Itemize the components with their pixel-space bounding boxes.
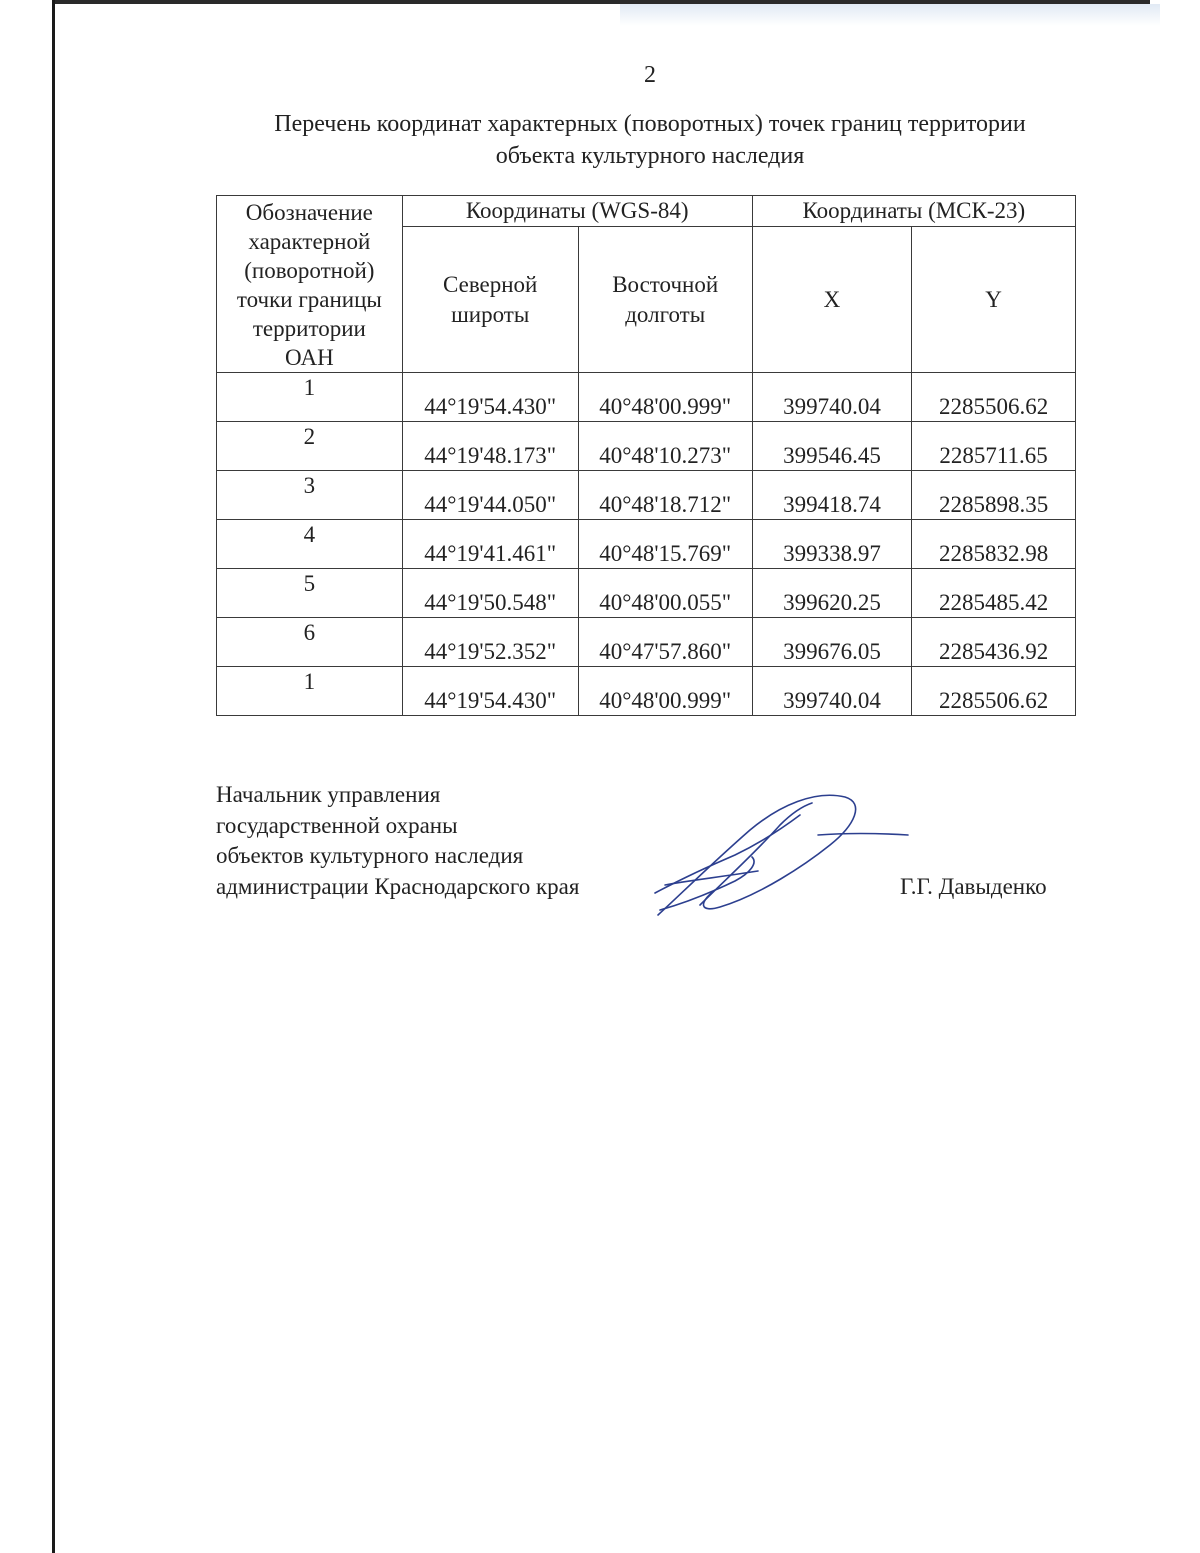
signature-stroke [818, 834, 908, 836]
cell-longitude: 40°48'18.712" [578, 471, 752, 520]
cell-y: 2285711.65 [912, 422, 1076, 471]
header-msk23-group: Координаты (МСК-23) [752, 196, 1075, 227]
header-point-line: ОАН [285, 345, 334, 370]
table-row [217, 667, 1076, 716]
cell-x: 399740.04 [752, 667, 912, 716]
cell-latitude: 44°19'44.050" [402, 471, 578, 520]
header-wgs84-group: Координаты (WGS-84) [402, 196, 752, 227]
header-point-line: точки границы [236, 287, 382, 312]
signature-stroke [665, 871, 758, 885]
cell-latitude: 44°19'48.173" [402, 422, 578, 471]
table-row [217, 569, 1076, 618]
document-title [200, 108, 1100, 172]
header-latitude [402, 227, 578, 373]
cell-longitude: 40°48'00.999" [578, 667, 752, 716]
coordinates-table [216, 195, 1076, 716]
header-latitude-line: Северной [442, 271, 538, 297]
cell-x: 399740.04 [752, 373, 912, 422]
cell-latitude: 44°19'54.430" [402, 667, 578, 716]
scan-left-edge [52, 0, 55, 1553]
signature-strokes [655, 795, 908, 915]
cell-y: 2285898.35 [912, 471, 1076, 520]
header-point-line: территории [252, 316, 366, 341]
cell-y: 2285832.98 [912, 520, 1076, 569]
table-row [217, 618, 1076, 667]
document-title-line-1: Перечень координат характерных (поворотных) точек границ территории [274, 111, 1026, 137]
cell-point: 3 [217, 471, 403, 520]
header-x: X [752, 227, 912, 373]
signature-stroke [658, 795, 856, 915]
signatory-position-line: объектов культурного наследия [216, 843, 524, 868]
cell-longitude: 40°48'00.999" [578, 373, 752, 422]
cell-y: 2285506.62 [912, 373, 1076, 422]
cell-latitude: 44°19'50.548" [402, 569, 578, 618]
page-number: 2 [644, 62, 656, 88]
header-latitude-line: широты [451, 301, 530, 327]
cell-x: 399676.05 [752, 618, 912, 667]
signer-name: Г.Г. Давыденко [900, 874, 1047, 899]
cell-x: 399418.74 [752, 471, 912, 520]
cell-longitude: 40°47'57.860" [578, 618, 752, 667]
handwritten-signature [640, 785, 920, 925]
cell-x: 399546.45 [752, 422, 912, 471]
header-y: Y [912, 227, 1076, 373]
table-row [217, 373, 1076, 422]
cell-point: 1 [217, 373, 403, 422]
coordinates-table-body [217, 373, 1076, 716]
cell-latitude: 44°19'52.352" [402, 618, 578, 667]
signatory-position [216, 780, 579, 902]
table-row [217, 520, 1076, 569]
cell-y: 2285436.92 [912, 618, 1076, 667]
cell-point: 1 [217, 667, 403, 716]
signatory-position-line: администрации Краснодарского края [216, 873, 580, 899]
cell-point: 5 [217, 569, 403, 618]
document-title-line-2: объекта культурного наследия [495, 143, 805, 169]
header-point-line: (поворотной) [244, 258, 375, 283]
cell-latitude: 44°19'54.430" [402, 373, 578, 422]
cell-y: 2285506.62 [912, 667, 1076, 716]
cell-longitude: 40°48'15.769" [578, 520, 752, 569]
cell-x: 399620.25 [752, 569, 912, 618]
table-row [217, 422, 1076, 471]
cell-longitude: 40°48'10.273" [578, 422, 752, 471]
cell-point: 4 [217, 520, 403, 569]
cell-point: 6 [217, 618, 403, 667]
cell-x: 399338.97 [752, 520, 912, 569]
header-longitude-line: долготы [625, 301, 706, 327]
header-point-line: Обозначение [245, 200, 373, 225]
signatory-position-line: Начальник управления [216, 782, 441, 807]
scan-top-tint [620, 4, 1160, 26]
header-point-line: характерной [248, 229, 371, 254]
header-longitude-line: Восточной [612, 271, 719, 297]
cell-latitude: 44°19'41.461" [402, 520, 578, 569]
header-longitude [578, 227, 752, 373]
cell-point: 2 [217, 422, 403, 471]
cell-y: 2285485.42 [912, 569, 1076, 618]
signatory-position-line: государственной охраны [216, 812, 458, 838]
header-point-designation [217, 196, 403, 373]
table-row [217, 471, 1076, 520]
cell-longitude: 40°48'00.055" [578, 569, 752, 618]
